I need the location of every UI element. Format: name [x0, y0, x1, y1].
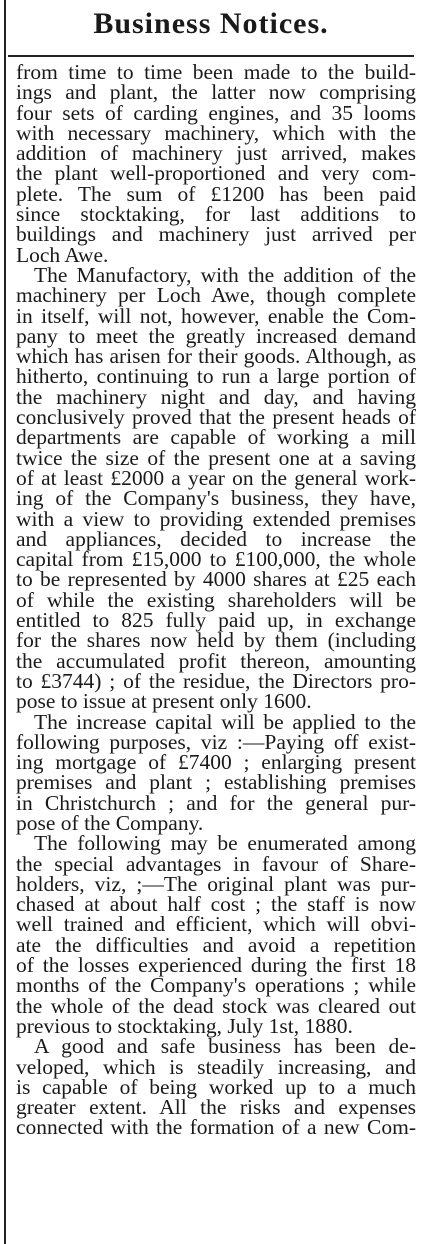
text-line: to £3744) ; of the residue, the Directors pro-: [16, 668, 416, 693]
text-line: greater extent. All the risks and expenses: [16, 1095, 416, 1120]
section-header: Business Notices.: [93, 7, 329, 40]
text-line: the special advantages in favour of Share-: [16, 851, 416, 876]
text-line: to be represented by 4000 shares at £25 each: [16, 567, 416, 592]
text-line: hitherto, continuing to run a large portion of: [16, 364, 416, 389]
text-line: machinery per Loch Awe, though complete: [16, 283, 416, 308]
paragraph-1: [16, 62, 416, 265]
text-line: ate the difficulties and avoid a repetition: [16, 932, 416, 957]
text-line: for the shares now held by them (including: [16, 628, 416, 653]
text-line: of while the existing shareholders will be: [16, 587, 416, 612]
header-divider: [8, 55, 414, 57]
text-line: holders, viz, ;—The original plant was pur-: [16, 871, 416, 896]
text-line: twice the size of the present one at a saving: [16, 445, 416, 470]
paragraph-2: [16, 262, 416, 714]
text-line: A good and safe business has been de-: [34, 1034, 416, 1059]
paragraph-5: [16, 1034, 416, 1140]
text-line: premises and plant ; establishing premises: [16, 770, 416, 795]
text-line: is capable of being worked up to a much: [16, 1074, 416, 1099]
text-line: entitled to 825 fully paid up, in exchange: [16, 608, 416, 633]
article-body: [16, 62, 416, 1138]
text-line: previous to stocktaking, July 1st, 1880.: [16, 1013, 353, 1038]
text-line: pose of the Company.: [16, 810, 204, 835]
text-line: plete. The sum of £1200 has been paid: [16, 181, 416, 206]
text-line: the machinery night and day, and having: [16, 384, 416, 409]
text-line: well trained and efficient, which will obvi-: [16, 912, 416, 937]
text-line: The following may be enumerated among: [34, 831, 416, 856]
text-line: four sets of carding engines, and 35 looms: [16, 100, 416, 125]
text-line: of the losses experienced during the first 18: [16, 953, 416, 978]
text-line: in itself, will not, however, enable the Com-: [16, 303, 416, 328]
text-line: following purposes, viz :—Paying off exist-: [16, 729, 416, 754]
text-line: veloped, which is steadily increasing, and: [16, 1054, 416, 1079]
text-line: with necessary machinery, which with the: [16, 120, 416, 145]
text-line: in Christchurch ; and for the general pur-: [16, 790, 416, 815]
text-line: The Manufactory, with the addition of the: [34, 262, 416, 287]
text-line: the accumulated profit thereon, amounting: [16, 648, 416, 673]
text-line: pose to issue at present only 1600.: [16, 689, 312, 714]
text-line: chased at about half cost ; the staff is now: [16, 892, 416, 917]
text-line: ing mortgage of £7400 ; enlarging present: [16, 750, 416, 775]
text-line: connected with the formation of a new Com-: [16, 1115, 416, 1140]
text-line: addition of machinery just arrived, makes: [16, 141, 416, 166]
text-line: ing of the Company's business, they have,: [16, 486, 416, 511]
paragraph-3: [16, 709, 416, 835]
text-line: capital from £15,000 to £100,000, the whole: [16, 547, 416, 572]
paragraph-4: [16, 833, 416, 1036]
text-line: Loch Awe.: [16, 242, 109, 267]
text-line: conclusively proved that the present heads of: [16, 405, 416, 430]
text-line: and appliances, decided to increase the: [16, 526, 416, 551]
text-line: the plant well-proportioned and very com-: [16, 161, 416, 186]
text-line: which has arisen for their goods. Although, as: [16, 344, 416, 369]
text-line: buildings and machinery just arrived per: [16, 222, 416, 247]
text-line: pany to meet the greatly increased demand: [16, 323, 416, 348]
text-line: months of the Company's operations ; while: [16, 973, 416, 998]
text-line: of at least £2000 a year on the general work-: [16, 465, 416, 490]
text-line: ings and plant, the latter now comprising: [16, 80, 416, 105]
left-column-rule: [4, 0, 6, 1244]
text-line: The increase capital will be applied to the: [34, 709, 416, 734]
text-line: departments are capable of working a mill: [16, 425, 416, 450]
text-line: from time to time been made to the build-: [16, 60, 416, 84]
text-line: with a view to providing extended premises: [16, 506, 416, 531]
text-line: since stocktaking, for last additions to: [16, 202, 416, 227]
text-line: the whole of the dead stock was cleared out: [16, 993, 416, 1018]
